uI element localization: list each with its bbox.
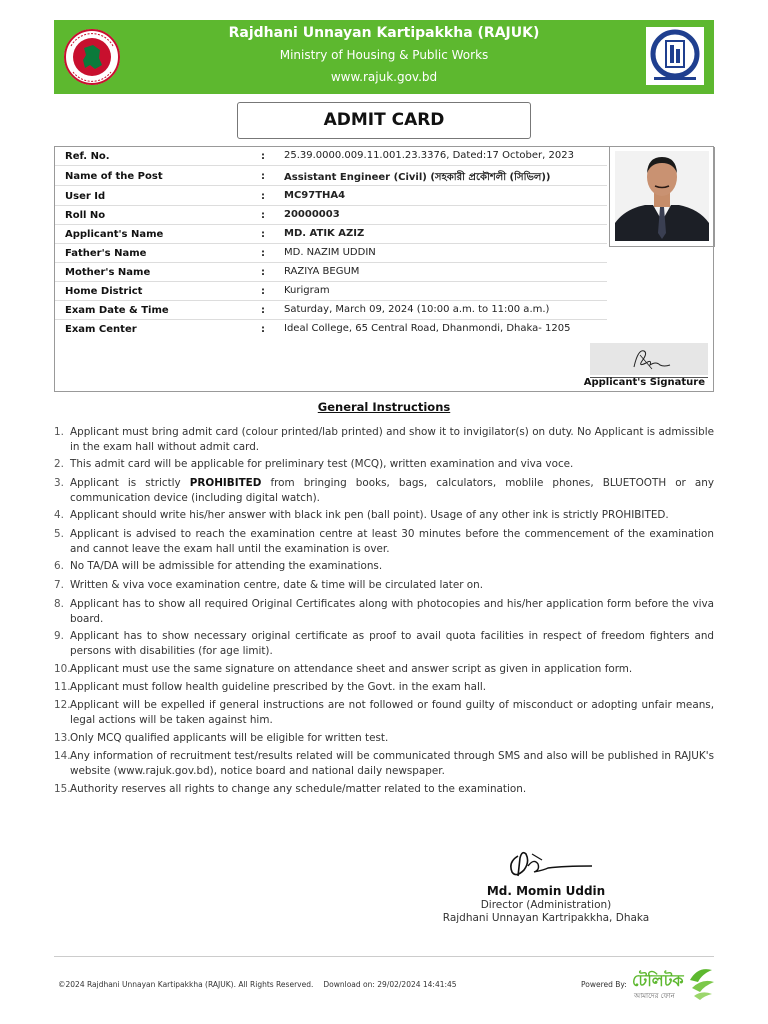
instruction-text-pre: Applicant is strictly (70, 477, 190, 489)
instruction-text: This admit card will be applicable for preliminary test (MCQ), written examination and viva voce. (70, 458, 574, 470)
instruction-number: 6. (54, 560, 64, 572)
instructions-title: General Instructions (317, 400, 451, 414)
info-row-post (55, 167, 607, 186)
info-row-exam-date (55, 301, 607, 320)
info-label: Ref. No. (65, 151, 110, 162)
info-row-ref-no (55, 147, 607, 166)
instruction-text: Authority reserves all rights to change any schedule/matter related to the examination. (70, 783, 527, 795)
instruction-text: Any information of recruitment test/results related will be communicated through SMS and also will be published in RAJUK's website (www.rajuk.gov.bd), notice board and national daily newspaper. (70, 750, 714, 777)
download-timestamp: Download on: 29/02/2024 14:41:45 (323, 980, 457, 989)
instruction-text: Applicant must bring admit card (colour printed/lab printed) and show it to invigilator(s) on duty. No Applicant is admissible in the exam hall without admit card. (70, 426, 714, 453)
info-colon: : (261, 248, 265, 259)
info-row-exam-center (55, 320, 607, 339)
info-label: Exam Date & Time (65, 305, 169, 316)
instruction-text: Applicant has to show all required Original Certificates along with photocopies and his/her application form before the viva board. (70, 598, 714, 625)
instruction-number: 4. (54, 509, 64, 521)
instruction-text: Written & viva voce examination centre, date & time will be circulated later on. (70, 579, 484, 591)
info-row-father-name (55, 244, 607, 263)
info-colon: : (261, 151, 265, 162)
info-label: Mother's Name (65, 267, 151, 278)
info-value: 25.39.0000.009.11.001.23.3376, Dated:17 October, 2023 (284, 150, 574, 161)
instruction-number: 5. (54, 528, 64, 540)
instruction-number: 8. (54, 598, 64, 610)
director-org: Rajdhani Unnayan Kartripakkha, Dhaka (442, 912, 650, 924)
info-label: Exam Center (65, 324, 137, 335)
info-colon: : (261, 305, 265, 316)
instruction-number: 2. (54, 458, 64, 470)
info-label: Roll No (65, 210, 106, 221)
rajuk-logo-icon (646, 27, 704, 85)
instruction-number: 14. (54, 750, 71, 762)
prohibited-emphasis: PROHIBITED (189, 477, 262, 489)
info-value: MD. NAZIM UDDIN (284, 247, 376, 258)
info-value: 20000003 (284, 209, 340, 220)
instruction-number: 11. (54, 681, 71, 693)
instruction-number: 13. (54, 732, 71, 744)
website-link[interactable]: www.rajuk.gov.bd (330, 70, 438, 84)
instruction-text: No TA/DA will be admissible for attending the examinations. (70, 560, 383, 572)
info-label: Name of the Post (65, 171, 163, 182)
info-colon: : (261, 324, 265, 335)
instruction-text: Applicant must use the same signature on attendance sheet and answer script as given in application form. (70, 663, 633, 675)
admit-card-title: ADMIT CARD (237, 102, 531, 139)
instruction-number: 12. (54, 699, 71, 711)
instruction-number: 10. (54, 663, 71, 675)
info-row-home-district (55, 282, 607, 301)
instruction-number: 3. (54, 477, 64, 489)
info-colon: : (261, 286, 265, 297)
instruction-text: Applicant must follow health guideline prescribed by the Govt. in the exam hall. (70, 681, 487, 693)
footer-copyright (58, 980, 457, 989)
footer-divider (54, 956, 714, 957)
instruction-text: Applicant is advised to reach the examination centre at least 30 minutes before the commencement of the examination and cannot leave the exam hall until the examination is over. (70, 528, 714, 555)
teletalk-tagline: আমাদের ফোন (634, 992, 675, 1000)
instruction-number: 15. (54, 783, 71, 795)
info-value: Saturday, March 09, 2024 (10:00 a.m. to 11:00 a.m.) (284, 304, 550, 315)
info-value: RAZIYA BEGUM (284, 266, 360, 277)
info-colon: : (261, 267, 265, 278)
teletalk-leaf-icon (688, 966, 714, 1000)
ministry-name: Ministry of Housing & Public Works (279, 48, 489, 62)
info-value: MC97THA4 (284, 190, 346, 201)
info-value: Assistant Engineer (Civil) (সহকারী প্রকৌশলী (সিভিল)) (284, 172, 551, 183)
instruction-number: 9. (54, 630, 64, 642)
info-label: Home District (65, 286, 143, 297)
header-banner (54, 20, 714, 94)
info-row-user-id (55, 187, 607, 206)
instruction-text: Applicant will be expelled if general instructions are not followed or found guilty of misconduct or adopting unfair means, legal actions will be taken against him. (70, 699, 714, 726)
instruction-text: Applicant should write his/her answer with black ink pen (ball point). Usage of any other ink is strictly PROHIBITED. (70, 509, 669, 521)
applicant-signature-area (590, 343, 708, 375)
applicant-info-box (54, 146, 714, 392)
director-name: Md. Momin Uddin (486, 884, 606, 898)
director-signature-icon (504, 846, 598, 882)
info-row-applicant-name (55, 225, 607, 244)
photo-frame (609, 147, 715, 247)
info-colon: : (261, 229, 265, 240)
applicant-signature-label: Applicant's Signature (583, 377, 705, 388)
instruction-number: 7. (54, 579, 64, 591)
info-row-mother-name (55, 263, 607, 282)
director-title: Director (Administration) (480, 899, 612, 911)
info-colon: : (261, 210, 265, 221)
info-label: User Id (65, 191, 106, 202)
copyright-text: ©2024 Rajdhani Unnayan Kartipakkha (RAJUK). All Rights Reserved. (58, 980, 314, 989)
info-value: Kurigram (284, 285, 330, 296)
instruction-text-post: from bringing books, bags, calculators, moblile phones, BLUETOOTH or any communication device (including digital watch). (70, 477, 714, 504)
info-colon: : (261, 171, 265, 182)
teletalk-logo-text: টেলিটক (632, 971, 684, 990)
info-row-roll-no (55, 206, 607, 225)
teletalk-logo (632, 964, 714, 1004)
applicant-signature-icon (590, 343, 708, 375)
applicant-photo (615, 151, 709, 241)
instruction-text: Applicant has to show necessary original certificate as proof to avail quota facilities in respect of freedom fighters and persons with disabilities (for age limit). (70, 630, 714, 657)
info-colon: : (261, 191, 265, 202)
info-value: Ideal College, 65 Central Road, Dhanmondi, Dhaka- 1205 (284, 323, 571, 334)
instruction-text (70, 476, 714, 506)
info-label: Father's Name (65, 248, 147, 259)
info-label: Applicant's Name (65, 229, 164, 240)
org-name: Rajdhani Unnayan Kartipakkha (RAJUK) (228, 25, 540, 41)
instruction-text: Only MCQ qualified applicants will be eligible for written test. (70, 732, 389, 744)
instruction-number: 1. (54, 426, 64, 438)
powered-by-label: Powered By: (581, 980, 627, 989)
info-value: MD. ATIK AZIZ (284, 228, 365, 239)
